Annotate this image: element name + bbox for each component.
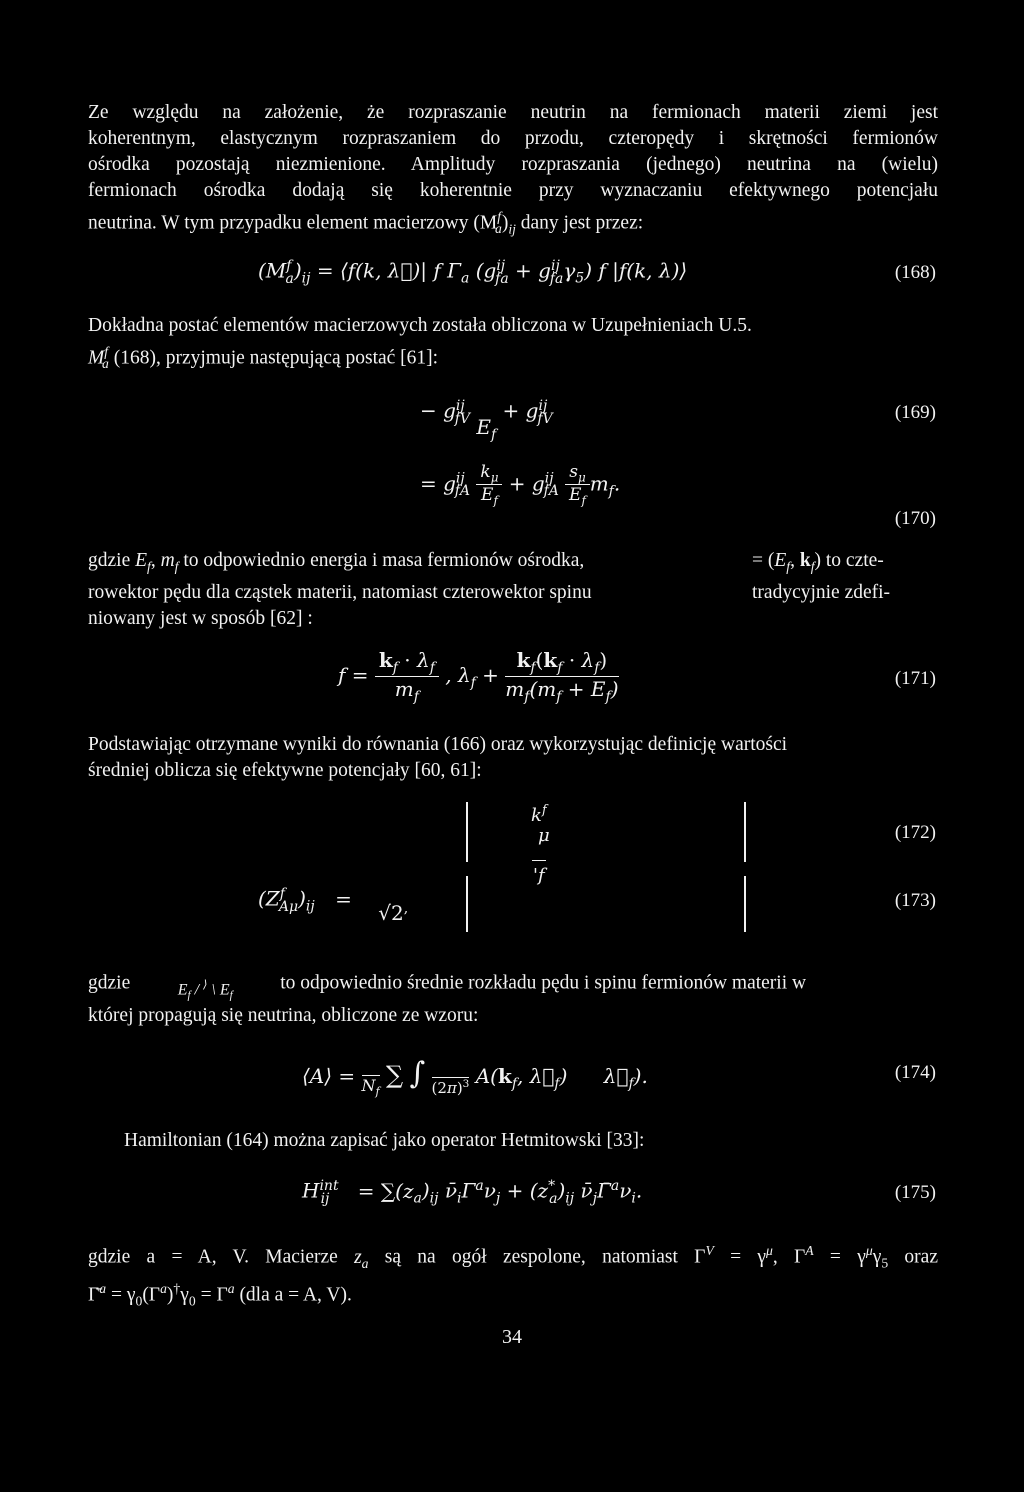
- text-fragment: (dla a = A, V).: [234, 1284, 352, 1306]
- text-line: tradycyjnie zdefi-: [752, 581, 891, 603]
- text-line: średniej oblicza się efektywne potencjały [60, 61]:: [88, 760, 482, 781]
- paragraph-after-173: [88, 966, 938, 1029]
- text-line: gdzie a = A, V. Macierze $z_a$ są na ogół zespolone, natomiast $\Gamma^V = \gamma^\mu$, $\Gamma^A = \gamma^\mu\gamma_5$ oraz: [88, 1243, 938, 1271]
- text-fragment: gdzie: [88, 550, 136, 571]
- text-line: ośrodka pozostają niezmienione. Amplitudy rozpraszania (jednego) neutrina na (wielu): [88, 154, 938, 175]
- text-fragment: ): [501, 212, 509, 234]
- eq-fragment: m: [505, 677, 525, 701]
- eq-fragment: = ⟨f(k, λ⃗)| f Γ: [316, 258, 461, 283]
- matrix-left-bar: [466, 802, 468, 862]
- text-fragment: = Γ: [195, 1284, 228, 1306]
- text-line: rowektor pędu dla cząstek materii, natomiast czterowektor spinu: [88, 581, 592, 603]
- text-line: niowany jest w sposób [62] :: [88, 607, 313, 629]
- text-fragment: = γ: [813, 1246, 866, 1268]
- text-fragment: oraz: [888, 1246, 938, 1268]
- paragraph-hamiltonian: [124, 1128, 924, 1154]
- eq-fragment: = ∑(z: [357, 1178, 414, 1203]
- text-fragment: to odpowiednio energia i masa fermionów ośrodka,: [178, 550, 585, 571]
- text-line: której propagują się neutrina, obliczone ze wzoru:: [88, 1004, 479, 1026]
- paragraph-intro: [88, 100, 938, 242]
- eq-fragment: k: [378, 648, 393, 672]
- equation-175: $H^{int}_{ij} = \sum(z_a)_{ij}$ $\nū_i\Gamma^a\nu_j + (z^*_a)_{ij}$ $\nū_j\Gammā^a\nu_i$.: [302, 1178, 643, 1207]
- text-line: Dokładna postać elementów macierzowych została obliczona w Uzupełnieniach U.5.: [88, 315, 752, 336]
- equation-172: $k^f$ μ 'f: [531, 802, 550, 886]
- equation-number: (170): [894, 508, 936, 529]
- matrix-right-bar: [744, 876, 746, 932]
- text-line: gdzie $E_f$, $m_f$ to odpowiednio energia i masa fermionów ośrodka,: [88, 550, 585, 574]
- matrix-right-bar: [744, 802, 746, 862]
- eq-fragment: m: [394, 677, 414, 701]
- eq-fragment: − g: [420, 398, 456, 423]
- text-line: Podstawiając otrzymane wyniki do równania (166) oraz wykorzystując definicję wartości: [88, 734, 788, 755]
- text-fragment: gdzie: [88, 972, 131, 994]
- equation-number: (172): [894, 822, 936, 843]
- eq-fragment: (g: [475, 258, 497, 283]
- matrix-left-bar: [466, 876, 468, 932]
- text-fragment: = γ: [713, 1246, 766, 1268]
- text-fragment: ): [166, 1284, 174, 1306]
- text-line: = ($E_f$, $k_f$) to czte-: [752, 550, 884, 574]
- text-line: Hamiltonian (164) można zapisać jako operator Hetmitowski [33]:: [124, 1130, 645, 1151]
- eq-fragment: k: [516, 648, 531, 672]
- equation-173: $(Z^f_{A\mu})_{ij} = √2^,$: [258, 886, 409, 925]
- text-line: Γ̄$^a$ = $\gamma_0(\Gamma^a)^\dagger\gamma_0 = \Gamma^a$ (dla a = A, V).: [88, 1281, 352, 1309]
- eq-fragment: k: [531, 805, 542, 826]
- text-line: $M^f_a$ (168), przyjmuje następującą postać [61]:: [88, 344, 439, 372]
- eq-fragment: (M: [258, 258, 287, 283]
- text-fragment: dany jest przez:: [515, 212, 644, 234]
- text-line: koherentnym, elastycznym rozpraszaniem do przodu, czteropędy i skrętności fermionów: [88, 128, 938, 149]
- eq-fragment: = g: [420, 471, 456, 496]
- text-line: neutrina. W tym przypadku element macierzowy $(M^f_a)_{ij}$ dany jest przez:: [88, 209, 644, 237]
- text-fragment: (Γ: [142, 1284, 161, 1306]
- text-line: fermionach ośrodka dodają się koherentnie przy wyznaczaniu efektywnego potencjału: [88, 180, 938, 201]
- text-fragment: to czte-: [821, 550, 884, 571]
- text-line: gdzie $E_f / ^⟩$ \ $E_fto$ odpowiednio średnie rozkładu pędu i spinu fermionów materii w: [88, 972, 807, 1002]
- equation-number: (174): [894, 1062, 936, 1083]
- text-fragment: γ: [180, 1284, 189, 1306]
- equation-170: = $g^{ij}_{fA}$ $\frac{k_\mu}{E_f}$ + $g^{ij}_{fA}$ $\frac{s_\mu}{E_f}$ $m_f$.: [420, 462, 621, 508]
- text-fragment: gdzie a = A, V. Macierze: [88, 1246, 355, 1268]
- text-fragment: (168), przyjmuje następującą postać [61]:: [108, 347, 439, 369]
- equation-174: ⟨A⟩ = $N_f$ ∑ ∫ $(2\pi)^3$ $A(k_f$, $\lambda⃗_f$) $\lambda⃗_f$).: [302, 1056, 648, 1099]
- equation-number: (168): [894, 262, 936, 283]
- equation-168: $(M^f_a)_{ij}$ = ⟨f(k, λ⃗)| f $\Gamma_a$ $(g^{ij}_{fa} + g^{ij}_{fa}\gamma_5)$ f |f(k, λ)⟩: [258, 258, 688, 287]
- equation-169: − $g^{ij}_{fV}$ $E_f + g^{ij}_{fV}$: [420, 398, 553, 443]
- paragraph-after-168: [88, 313, 938, 377]
- equation-number: (173): [894, 890, 936, 911]
- text-fragment: neutrina. W tym przypadku element macierzowy (M: [88, 212, 498, 234]
- eq-fragment: f =: [338, 663, 375, 687]
- paragraph-after-171: [88, 732, 938, 784]
- paragraph-after-170-right: [752, 548, 942, 606]
- eq-fragment: ) f |f(k, λ)⟩: [584, 258, 688, 283]
- eq-fragment: (Z: [258, 886, 280, 911]
- text-fragment: to odpowiednio średnie rozkładu pędu i spinu fermionów materii w: [280, 972, 807, 994]
- equation-171: f = $\frac{k_f \cdot \lambda_f}{m_f}$ , $\lambda_f$ + $\frac{k_f(k_f \cdot \lambda_f)}{m_f(m_f + E_f)}$: [338, 648, 619, 705]
- text-fragment: γ: [872, 1246, 882, 1268]
- eq-fragment: H: [302, 1178, 320, 1203]
- paragraph-after-170-left: [88, 548, 648, 632]
- equation-number: (171): [894, 668, 936, 689]
- text-fragment: są na ogół zespolone, natomiast Γ: [368, 1246, 706, 1268]
- text-line: Ze względu na założenie, że rozpraszanie neutrin na fermionach materii ziemi jest: [88, 102, 938, 123]
- text-fragment: , Γ: [772, 1246, 806, 1268]
- page-number: 34: [502, 1326, 522, 1348]
- text-fragment: = γ: [106, 1284, 136, 1306]
- paragraph-final: [88, 1238, 938, 1315]
- equation-number: (175): [894, 1182, 936, 1203]
- eq-fragment: ⟨A⟩ =: [302, 1064, 356, 1088]
- equation-number: (169): [894, 402, 936, 423]
